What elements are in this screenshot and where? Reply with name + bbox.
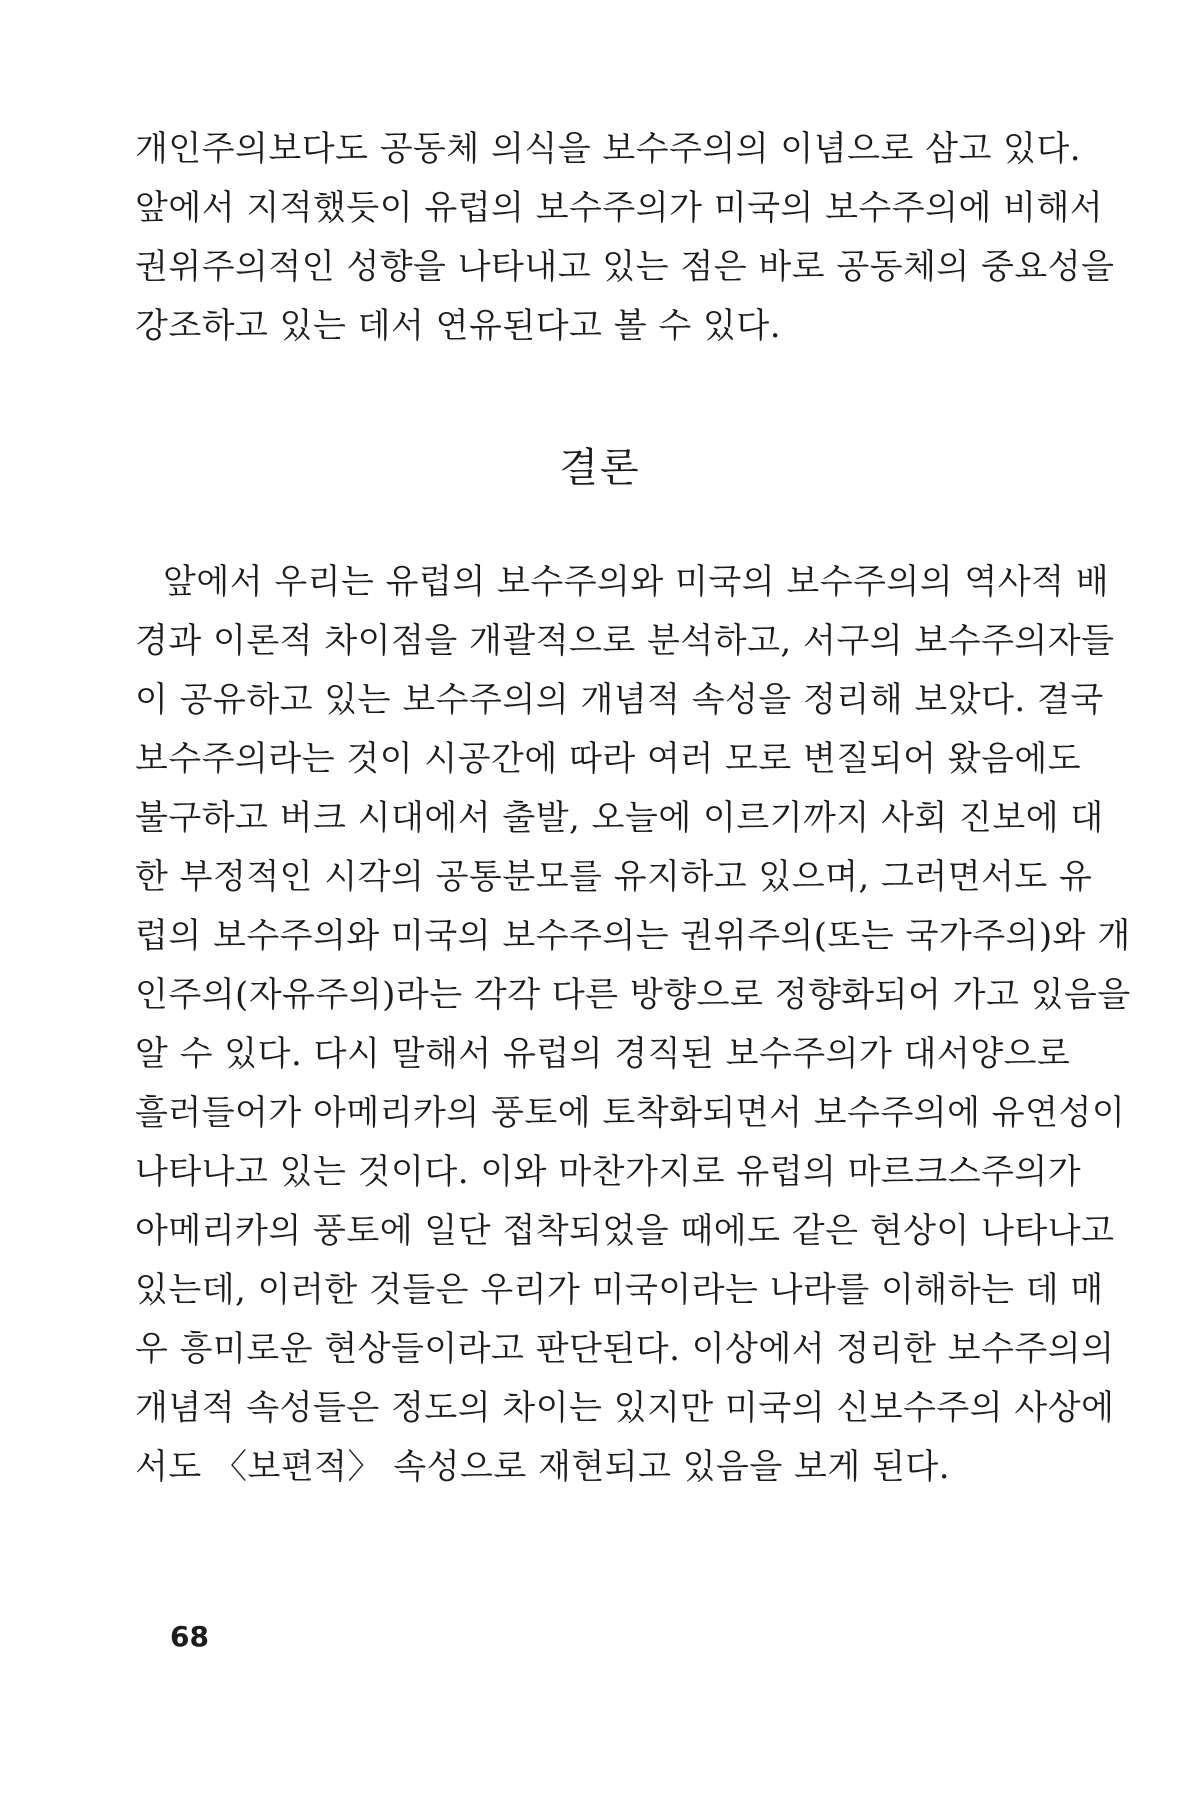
paragraph-line: 럽의 보수주의와 미국의 보수주의는 권위주의(또는 국가주의)와 개 (135, 916, 1131, 956)
paragraph-line: 불구하고 버크 시대에서 출발, 오늘에 이르기까지 사회 진보에 대 (135, 798, 1104, 838)
page-number: 68 (170, 1620, 209, 1653)
paragraph-line: 경과 이론적 차이점을 개괄적으로 분석하고, 서구의 보수주의자들 (135, 621, 1115, 661)
paragraph-line: 개인주의보다도 공동체 의식을 보수주의의 이념으로 삼고 있다. (135, 129, 1082, 169)
paragraph-line: 흘러들어가 아메리카의 풍토에 토착화되면서 보수주의에 유연성이 (135, 1093, 1126, 1133)
paragraph-line: 알 수 있다. 다시 말해서 유럽의 경직된 보수주의가 대서양으로 (135, 1034, 1071, 1074)
paragraph-line: 우 흥미로운 현상들이라고 판단된다. 이상에서 정리한 보수주의의 (135, 1329, 1115, 1369)
paragraph-line: 개념적 속성들은 정도의 차이는 있지만 미국의 신보수주의 사상에 (135, 1388, 1115, 1428)
paragraph-line: 아메리카의 풍토에 일단 접착되었을 때에도 같은 현상이 나타나고 (135, 1211, 1115, 1251)
paragraph-line: 서도 〈보편적〉 속성으로 재현되고 있음을 보게 된다. (135, 1447, 951, 1487)
paragraph-line: 한 부정적인 시각의 공통분모를 유지하고 있으며, 그러면서도 유 (135, 857, 1093, 897)
paragraph-line: 나타나고 있는 것이다. 이와 마찬가지로 유럽의 마르크스주의가 (135, 1152, 1082, 1192)
conclusion-paragraph (135, 553, 1131, 1497)
paragraph-line: 보수주의라는 것이 시공간에 따라 여러 모로 변질되어 왔음에도 (135, 739, 1082, 779)
paragraph-line: 강조하고 있는 데서 연유된다고 볼 수 있다. (135, 306, 781, 346)
paragraph-line: 있는데, 이러한 것들은 우리가 미국이라는 나라를 이해하는 데 매 (135, 1270, 1104, 1310)
paragraph-line: 앞에서 우리는 유럽의 보수주의와 미국의 보수주의의 역사적 배 (163, 562, 1110, 602)
paragraph-line: 이 공유하고 있는 보수주의의 개념적 속성을 정리해 보았다. 결국 (135, 680, 1104, 720)
paragraph-line: 권위주의적인 성향을 나타내고 있는 점은 바로 공동체의 중요성을 (135, 247, 1115, 287)
paragraph-line: 인주의(자유주의)라는 각각 다른 방향으로 정향화되어 가고 있음을 (135, 975, 1131, 1015)
section-heading: 결론 (559, 445, 641, 491)
top-paragraph (135, 120, 1115, 356)
paragraph-line: 앞에서 지적했듯이 유럽의 보수주의가 미국의 보수주의에 비해서 (135, 188, 1104, 228)
